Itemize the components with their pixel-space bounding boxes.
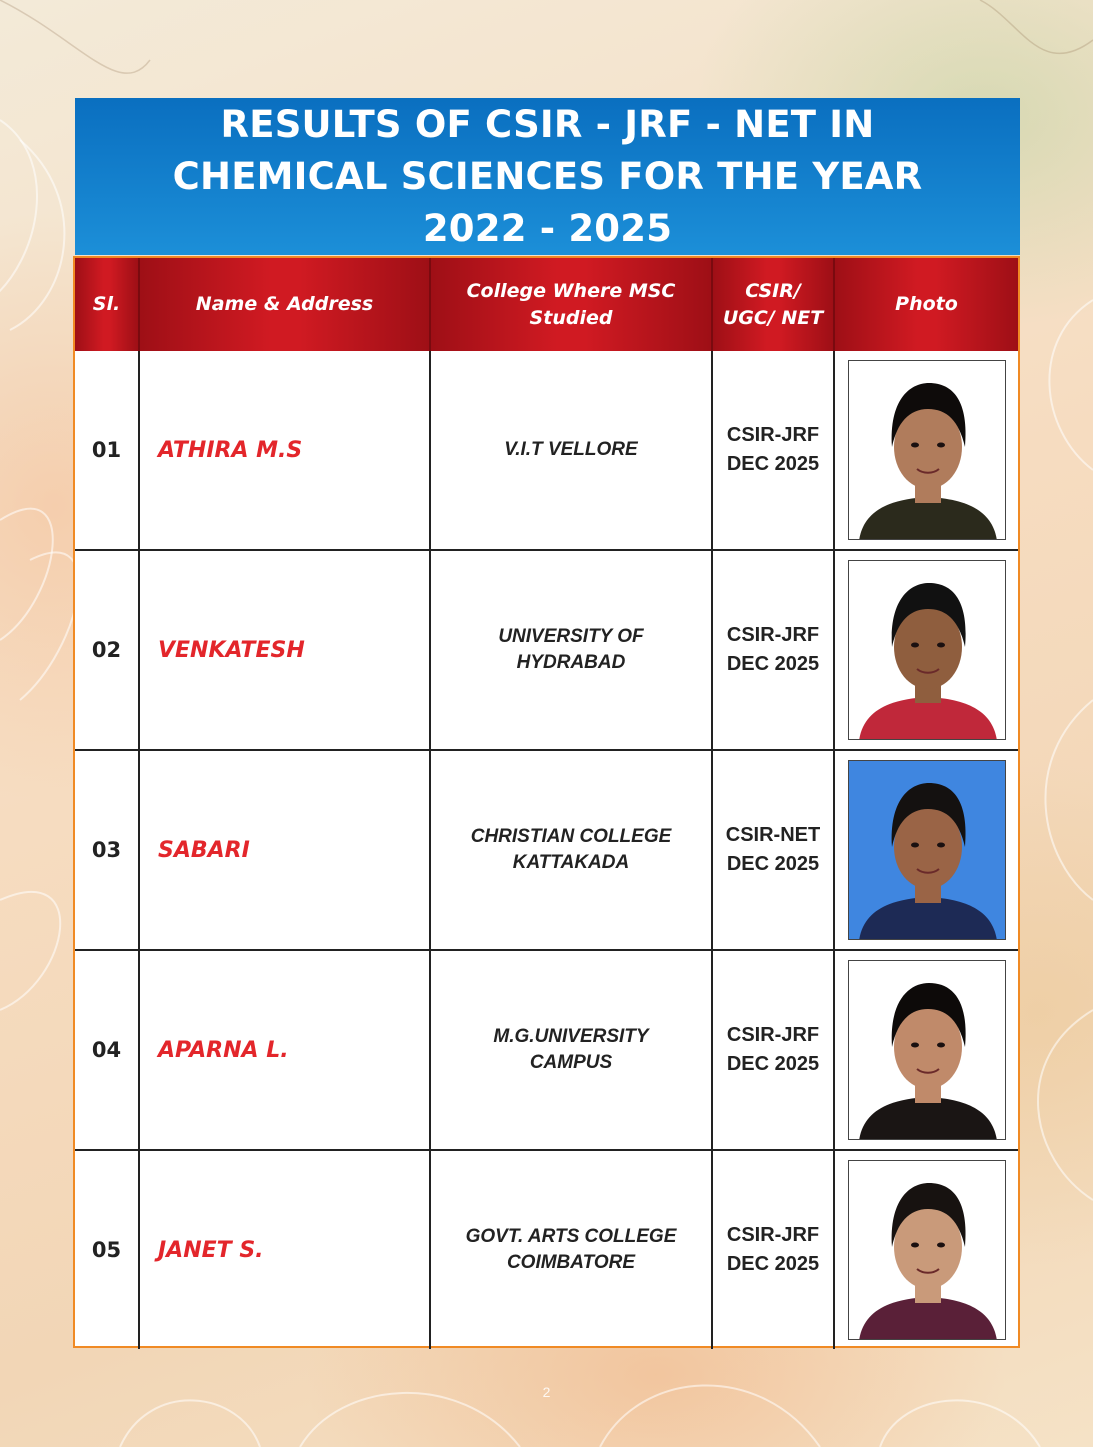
row-name: VENKATESH [139,550,430,750]
row-exam-type: CSIR-JRF [726,424,820,446]
row-exam [712,351,834,550]
row-photo-cell [834,550,1018,750]
title-line-3: 2022 - 2025 [422,206,673,250]
row-name: JANET S. [139,1150,430,1349]
table-row [75,550,1018,750]
header-photo: Photo [834,258,1018,351]
header-college: College Where MSC Studied [430,258,712,351]
results-table-container [73,256,1020,1348]
row-name: SABARI [139,750,430,950]
row-serial: 05 [75,1150,139,1349]
row-serial: 01 [75,351,139,550]
row-photo-cell [834,351,1018,550]
row-photo-cell [834,750,1018,950]
row-college: GOVT. ARTS COLLEGE COIMBATORE [430,1150,712,1349]
student-photo [848,560,1006,740]
header-name-address: Name & Address [139,258,430,351]
student-portrait-icon [849,1161,1006,1340]
row-exam-type: CSIR-NET [725,824,821,846]
row-exam-date: DEC 2025 [726,1253,820,1275]
row-exam [712,750,834,950]
table-row [75,750,1018,950]
table-row [75,950,1018,1150]
student-portrait-icon [849,761,1006,940]
row-exam-type: CSIR-JRF [726,1224,820,1246]
table-row [75,1150,1018,1349]
title-line-2: CHEMICAL SCIENCES FOR THE YEAR [172,154,923,198]
row-photo-cell [834,950,1018,1150]
row-college: V.I.T VELLORE [430,351,712,550]
page-number: 2 [542,1384,551,1400]
row-college: CHRISTIAN COLLEGE KATTAKADA [430,750,712,950]
student-photo [848,1160,1006,1340]
header-sl: Sl. [75,258,139,351]
student-photo [848,760,1006,940]
row-exam-date: DEC 2025 [726,853,820,875]
row-exam-type: CSIR-JRF [726,1024,820,1046]
student-photo [848,360,1006,540]
row-serial: 04 [75,950,139,1150]
row-name: APARNA L. [139,950,430,1150]
row-college: M.G.UNIVERSITY CAMPUS [430,950,712,1150]
table-row [75,351,1018,550]
student-portrait-icon [849,561,1006,740]
student-portrait-icon [849,961,1006,1140]
header-exam: CSIR/ UGC/ NET [712,258,834,351]
row-serial: 02 [75,550,139,750]
row-exam [712,550,834,750]
row-exam [712,1150,834,1349]
row-serial: 03 [75,750,139,950]
row-exam-date: DEC 2025 [726,453,820,475]
page-title-banner [75,98,1020,255]
results-table [75,258,1018,1349]
title-line-1: RESULTS OF CSIR - JRF - NET IN [220,102,875,146]
row-name: ATHIRA M.S [139,351,430,550]
row-exam-date: DEC 2025 [726,653,820,675]
row-photo-cell [834,1150,1018,1349]
table-header-row [75,258,1018,351]
row-exam [712,950,834,1150]
student-portrait-icon [849,361,1006,540]
row-exam-date: DEC 2025 [726,1053,820,1075]
student-photo [848,960,1006,1140]
row-college: UNIVERSITY OF HYDRABAD [430,550,712,750]
row-exam-type: CSIR-JRF [726,624,820,646]
